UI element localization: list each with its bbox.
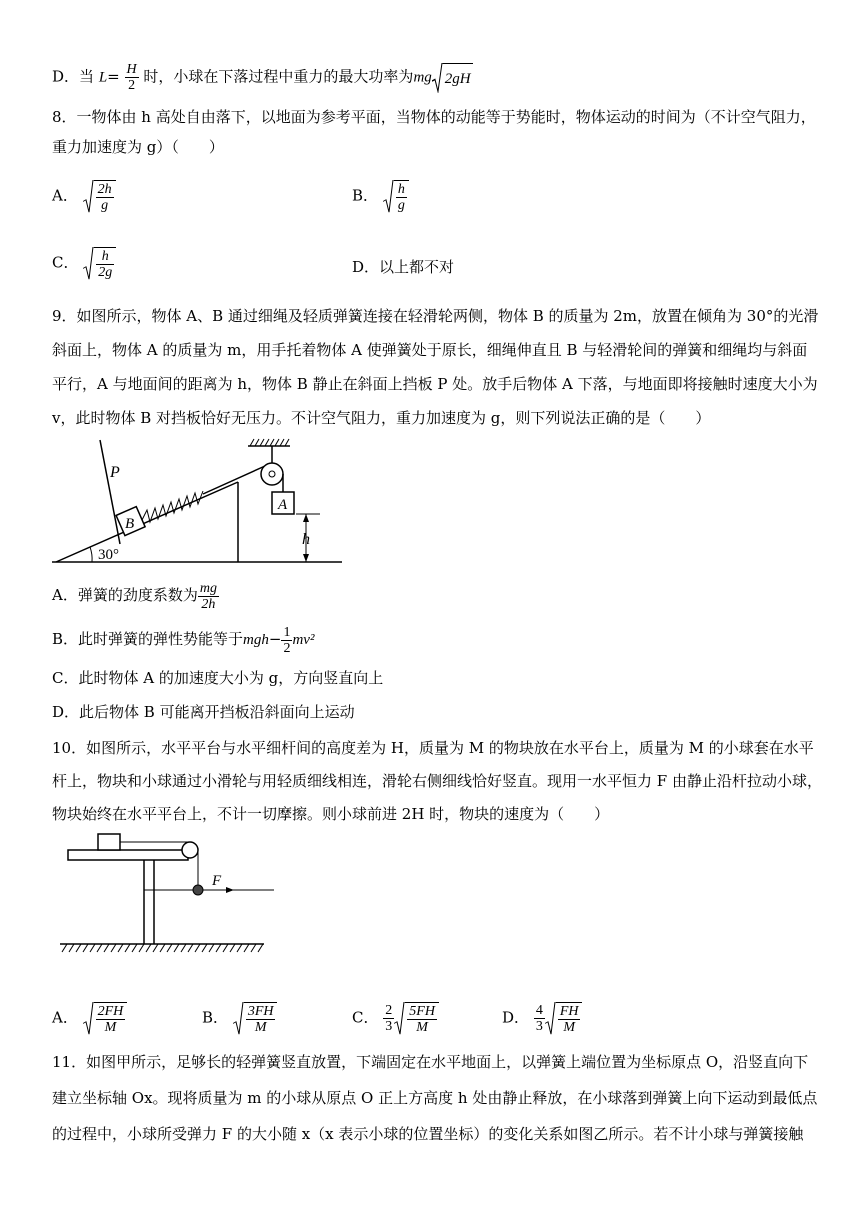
q8-stem-line2: 重力加速度为 g）（ ） bbox=[52, 138, 224, 156]
q7d-frac-den: 2 bbox=[128, 78, 136, 93]
q9-A-label: A bbox=[278, 497, 288, 513]
q8-d-label: D． bbox=[352, 258, 380, 276]
q10-d-sqrt bbox=[545, 1002, 583, 1035]
q7d-frac-num: H bbox=[126, 62, 137, 77]
q8-b-num: h bbox=[397, 182, 405, 197]
q8-a-den: g bbox=[101, 198, 109, 213]
q9-stem-line1: 9．如图所示，物体 A、B 通过细绳及轻质弹簧连接在轻滑轮两侧，物体 B 的质量为 2m，放置在倾角为 30°的光滑 bbox=[52, 307, 819, 325]
q8-c-sqrt bbox=[83, 247, 116, 280]
q10-b-sqrt bbox=[233, 1002, 278, 1035]
q9-b-num: 1 bbox=[283, 624, 291, 640]
q8-stem-line1: 8．一物体由 h 高处自由落下，以地面为参考平面，当物体的动能等于势能时，物体运动的时间为（不计空气阻力， bbox=[52, 108, 816, 126]
q10-d-coef-den: 3 bbox=[535, 1019, 543, 1034]
q8-a-num: 2h bbox=[97, 182, 112, 197]
q10-stem-line1: 10．如图所示，水平平台与水平细杆间的高度差为 H，质量为 M 的物块放在水平台上，质量为 M 的小球套在水平 bbox=[52, 739, 814, 757]
q8-option-c bbox=[52, 247, 116, 280]
q9-a-text: A．弹簧的劲度系数为 bbox=[52, 586, 198, 604]
q10-option-d bbox=[502, 1002, 582, 1035]
q9-P-label: P bbox=[110, 464, 120, 481]
q10-c-num: 5FH bbox=[409, 1004, 435, 1019]
q9-option-b bbox=[52, 622, 314, 657]
q9-b-expr1: mgh bbox=[243, 632, 269, 648]
q9-a-num: mg bbox=[199, 580, 217, 596]
q11-stem-line1: 11．如图甲所示，足够长的轻弹簧竖直放置，下端固定在水平地面上，以弹簧上端位置为坐标原点 O，沿竖直向下 bbox=[52, 1053, 809, 1071]
q11-stem-line2: 建立坐标轴 Ox。现将质量为 m 的小球从原点 O 正上方高度 h 处由静止释放，在小球落到弹簧上向下运动到最低点 bbox=[52, 1089, 818, 1107]
q7-option-d bbox=[52, 62, 473, 93]
q10-option-c bbox=[352, 1002, 439, 1035]
q7d-eq: = bbox=[107, 67, 120, 86]
q8-b-sqrt bbox=[383, 180, 409, 213]
q10-option-b bbox=[202, 1002, 277, 1035]
q10-a-num: 2FH bbox=[97, 1004, 124, 1019]
q7d-mg: mg bbox=[413, 69, 432, 86]
q8-b-label: B． bbox=[352, 186, 379, 205]
q8-c-label: C． bbox=[52, 253, 79, 272]
q9-option-a bbox=[52, 578, 219, 612]
q9-B-label: B bbox=[125, 516, 135, 532]
q10-c-den: M bbox=[416, 1020, 428, 1035]
q8-a-sqrt bbox=[83, 180, 116, 213]
q7d-radicand: 2gH bbox=[443, 63, 473, 93]
q10-c-coef-den: 3 bbox=[385, 1019, 393, 1034]
q7d-text: 时，小球在下落过程中重力的最大功率为 bbox=[143, 67, 414, 86]
q8-d-text: 以上都不对 bbox=[379, 258, 455, 276]
q10-b-den: M bbox=[254, 1020, 267, 1035]
q10-figure bbox=[58, 830, 278, 956]
q9-h-label: h bbox=[302, 531, 310, 548]
q8-a-label: A． bbox=[52, 186, 78, 205]
q10-c-label: C． bbox=[352, 1008, 379, 1027]
q10-d-coef bbox=[534, 1003, 545, 1034]
q9-a-den: 2h bbox=[201, 596, 216, 612]
q9-stem-line3: 平行，A 与地面间的距离为 h，物体 B 静止在斜面上挡板 P 处。放手后物体 A 下落，与地面即将接触时速度大小为 bbox=[52, 375, 818, 393]
q9-stem-line2: 斜面上，物体 A 的质量为 m，用手托着物体 A 使弹簧处于原长，细绳伸直且 B 与轻滑轮间的弹簧和细绳均与斜面 bbox=[52, 341, 808, 359]
q9-b-minus: − bbox=[268, 630, 282, 648]
q9-option-c: C．此时物体 A 的加速度大小为 g，方向竖直向上 bbox=[52, 669, 384, 687]
q10-c-coef-num: 2 bbox=[385, 1003, 393, 1018]
q7d-sqrt bbox=[432, 63, 473, 93]
q9-option-d: D．此后物体 B 可能离开挡板沿斜面向上运动 bbox=[52, 703, 355, 721]
q10-stem-line3: 物块始终在水平平台上，不计一切摩擦。则小球前进 2H 时，物块的速度为（ ） bbox=[52, 805, 610, 823]
q9-b-frac bbox=[281, 625, 292, 656]
q9-a-frac bbox=[198, 581, 219, 612]
q7d-L: L bbox=[98, 69, 108, 86]
q9-b-text: B．此时弹簧的弹性势能等于 bbox=[52, 630, 244, 648]
q10-c-sqrt bbox=[394, 1002, 439, 1035]
q10-d-coef-num: 4 bbox=[535, 1003, 543, 1018]
q8-option-a bbox=[52, 180, 116, 213]
q9-stem-line4: v，此时物体 B 对挡板恰好无压力。不计空气阻力，重力加速度为 g，则下列说法正确的是（ ） bbox=[52, 409, 711, 427]
q10-a-sqrt bbox=[83, 1002, 128, 1035]
q7d-fraction bbox=[125, 62, 139, 93]
q9-angle-label: 30° bbox=[98, 547, 119, 563]
q8-c-num: h bbox=[96, 249, 114, 265]
q8-option-b bbox=[352, 180, 409, 213]
q10-option-a bbox=[52, 1002, 127, 1035]
q9-b-expr2: mv² bbox=[292, 632, 315, 648]
q8-option-d bbox=[352, 257, 454, 277]
q9-figure bbox=[52, 436, 344, 566]
q10-stem-line2: 杆上，物块和小球通过小滑轮与用轻质细线相连，滑轮右侧细线恰好竖直。现用一水平恒力 F 由静止沿杆拉动小球， bbox=[52, 772, 822, 790]
q8-c-den: 2g bbox=[98, 265, 113, 280]
q10-d-den: M bbox=[563, 1020, 575, 1035]
q9-b-den: 2 bbox=[283, 640, 291, 656]
q7d-label: D．当 bbox=[52, 67, 95, 86]
q10-a-label: A． bbox=[52, 1008, 78, 1027]
q10-F-label: F bbox=[212, 873, 222, 889]
q8-b-den: g bbox=[397, 198, 405, 213]
q10-d-num: FH bbox=[559, 1004, 579, 1019]
q10-c-coef bbox=[383, 1003, 394, 1034]
q10-b-label: B． bbox=[202, 1008, 229, 1027]
q10-a-den: M bbox=[104, 1020, 117, 1035]
q10-b-num: 3FH bbox=[247, 1004, 274, 1019]
q11-stem-line3: 的过程中，小球所受弹力 F 的大小随 x（x 表示小球的位置坐标）的变化关系如图乙所示。若不计小球与弹簧接触 bbox=[52, 1125, 804, 1143]
q10-d-label: D． bbox=[502, 1008, 530, 1027]
